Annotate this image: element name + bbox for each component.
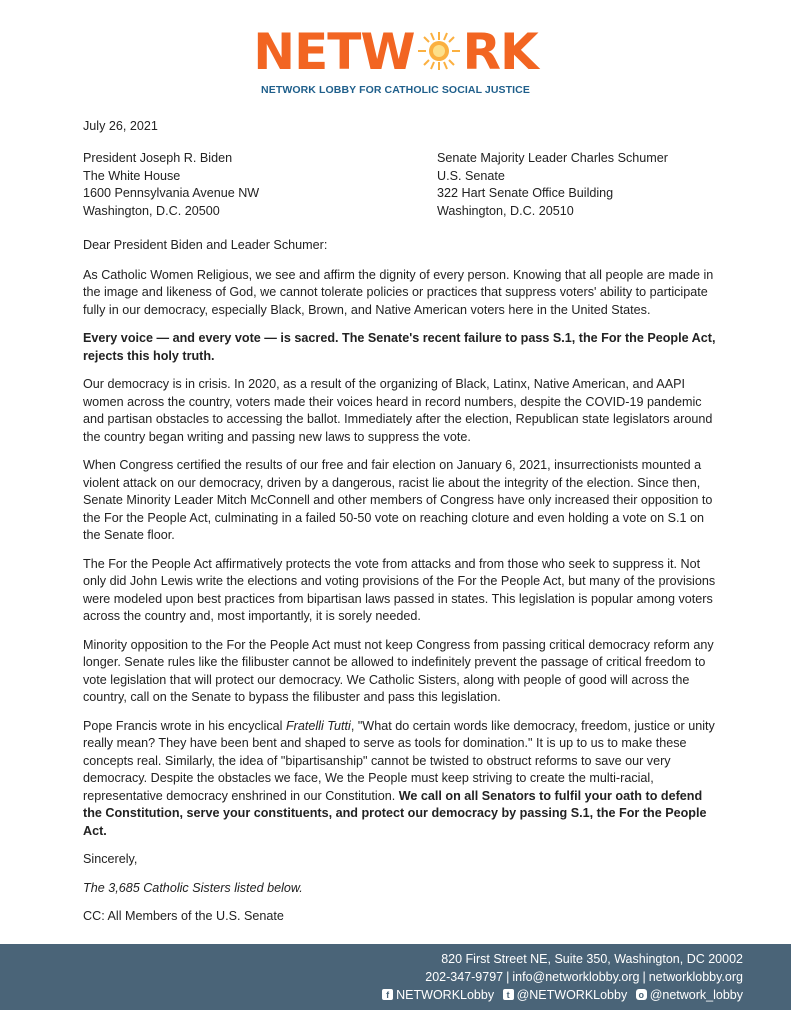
recipient-address-left: [83, 150, 259, 220]
logo-text-start: NETW: [253, 23, 415, 81]
footer-instagram[interactable]: @network_lobby: [649, 988, 743, 1002]
footer-bar: [0, 944, 791, 1010]
address-line: Washington, D.C. 20500: [83, 203, 220, 218]
paragraph-2-emphasis: Every voice — and every vote — is sacred. The Senate's recent failure to pass S.1, the For the People Act, rejects this holy truth.: [83, 331, 716, 363]
footer-website[interactable]: networklobby.org: [648, 970, 743, 984]
logo-wordmark: [0, 24, 791, 80]
logo-tagline: NETWORK LOBBY FOR CATHOLIC SOCIAL JUSTICE: [261, 84, 530, 96]
closing: Sincerely,: [83, 852, 138, 866]
address-line: The White House: [83, 168, 181, 183]
paragraph-3: Our democracy is in crisis. In 2020, as a result of the organizing of Black, Latinx, Native American, and AAPI women across the country, voters made their voices heard in record numbers, despite the COVID-19 pandemic and partisan obstacles to accessing the ballot. Immediately after the election, Republican state legislators around the country began writing and passing new laws to suppress the vote.: [83, 377, 713, 444]
address-line: 322 Hart Senate Office Building: [437, 186, 614, 200]
separator: |: [642, 970, 646, 984]
facebook-icon: f: [382, 989, 393, 1000]
logo-text-end: RK: [462, 23, 538, 81]
instagram-icon: o: [636, 989, 647, 1000]
footer-contact: [382, 950, 743, 1004]
footer-contact-line: [382, 968, 743, 986]
address-line: 1600 Pennsylvania Avenue NW: [83, 186, 260, 200]
paragraph-1: As Catholic Women Religious, we see and affirm the dignity of every person. Knowing that all people are made in the image and likeness of God, we cannot tolerate policies or practices that suppress voters' ability to participate fully in our democracy, especially Black, Brown, and Native American voters here in the United States.: [83, 267, 714, 317]
encyclical-title: Fratelli Tutti: [285, 718, 351, 733]
address-line: Washington, D.C. 20510: [437, 203, 574, 218]
footer-social-line: [382, 986, 743, 1004]
p7-text-a: Pope Francis wrote in his encyclical: [83, 718, 286, 733]
salutation: Dear President Biden and Leader Schumer:: [83, 238, 328, 252]
separator: |: [506, 970, 510, 984]
paragraph-6: Minority opposition to the For the People Act must not keep Congress from passing critical democracy reform any longer. Senate rules like the filibuster cannot be allowed to indefinitely prevent the passage of critical freedom to vote legislation that will protect our democracy. We Catholic Sisters, along with people of good will across the country, call on the Senate to bypass the filibuster and pass this legislation.: [83, 637, 714, 704]
twitter-icon: t: [503, 989, 514, 1000]
footer-email[interactable]: info@networklobby.org: [512, 970, 640, 984]
footer-phone: 202-347-9797: [425, 970, 504, 984]
paragraph-7: [83, 718, 718, 841]
paragraph-4: When Congress certified the results of our free and fair election on January 6, 2021, insurrectionists mounted a violent attack on our democracy, driven by a dangerous, racist lie about the integrity of the election. Since then, Senate Minority Leader Mitch McConnell and other members of Congress have only increased their opposition to the For the People Act, culminating in a failed 50-50 vote on reaching cloture and even holding a vote on S.1 on the Senate floor.: [83, 458, 713, 542]
signature: The 3,685 Catholic Sisters listed below.: [83, 880, 303, 895]
footer-address: 820 First Street NE, Suite 350, Washington, DC 20002: [441, 952, 743, 966]
paragraph-5: The For the People Act affirmatively protects the vote from attacks and from those who seek to suppress it. Not only did John Lewis write the elections and voting provisions of the For the People Act, but many of the provisions were modeled upon best practices from bipartisan laws passed in states. This legislation is popular among voters across the country and, most importantly, it is sorely needed.: [83, 556, 716, 623]
network-logo: [0, 24, 791, 102]
footer-facebook[interactable]: NETWORKLobby: [396, 988, 495, 1002]
cc-line: CC: All Members of the U.S. Senate: [83, 909, 284, 923]
letter-date: July 26, 2021: [83, 119, 158, 133]
recipient-address-right: [437, 150, 668, 220]
sun-icon: [415, 26, 463, 66]
p7-text-b: , "What do certain words like democracy, freedom, justice or unity really mean? They have been bent and shaped to serve as tools for domination." It is up to us to make these concepts real. Similarly, the idea of "bipartisanship" cannot be twisted to obstruct reforms to save our very democracy. Despite the obstacles we face, We the People must keep striving to create the multi-racial, representative democracy enshrined in our Constitution.: [83, 718, 715, 803]
footer-twitter[interactable]: @NETWORKLobby: [516, 988, 628, 1002]
address-line: U.S. Senate: [437, 168, 505, 183]
letter-body: [83, 237, 718, 937]
address-line: President Joseph R. Biden: [83, 151, 233, 165]
p7-call-to-action: We call on all Senators to fulfil your oath to defend the Constitution, serve your constituents, and protect our democracy by passing S.1, the For the People Act.: [83, 788, 707, 838]
address-line: Senate Majority Leader Charles Schumer: [437, 151, 668, 165]
